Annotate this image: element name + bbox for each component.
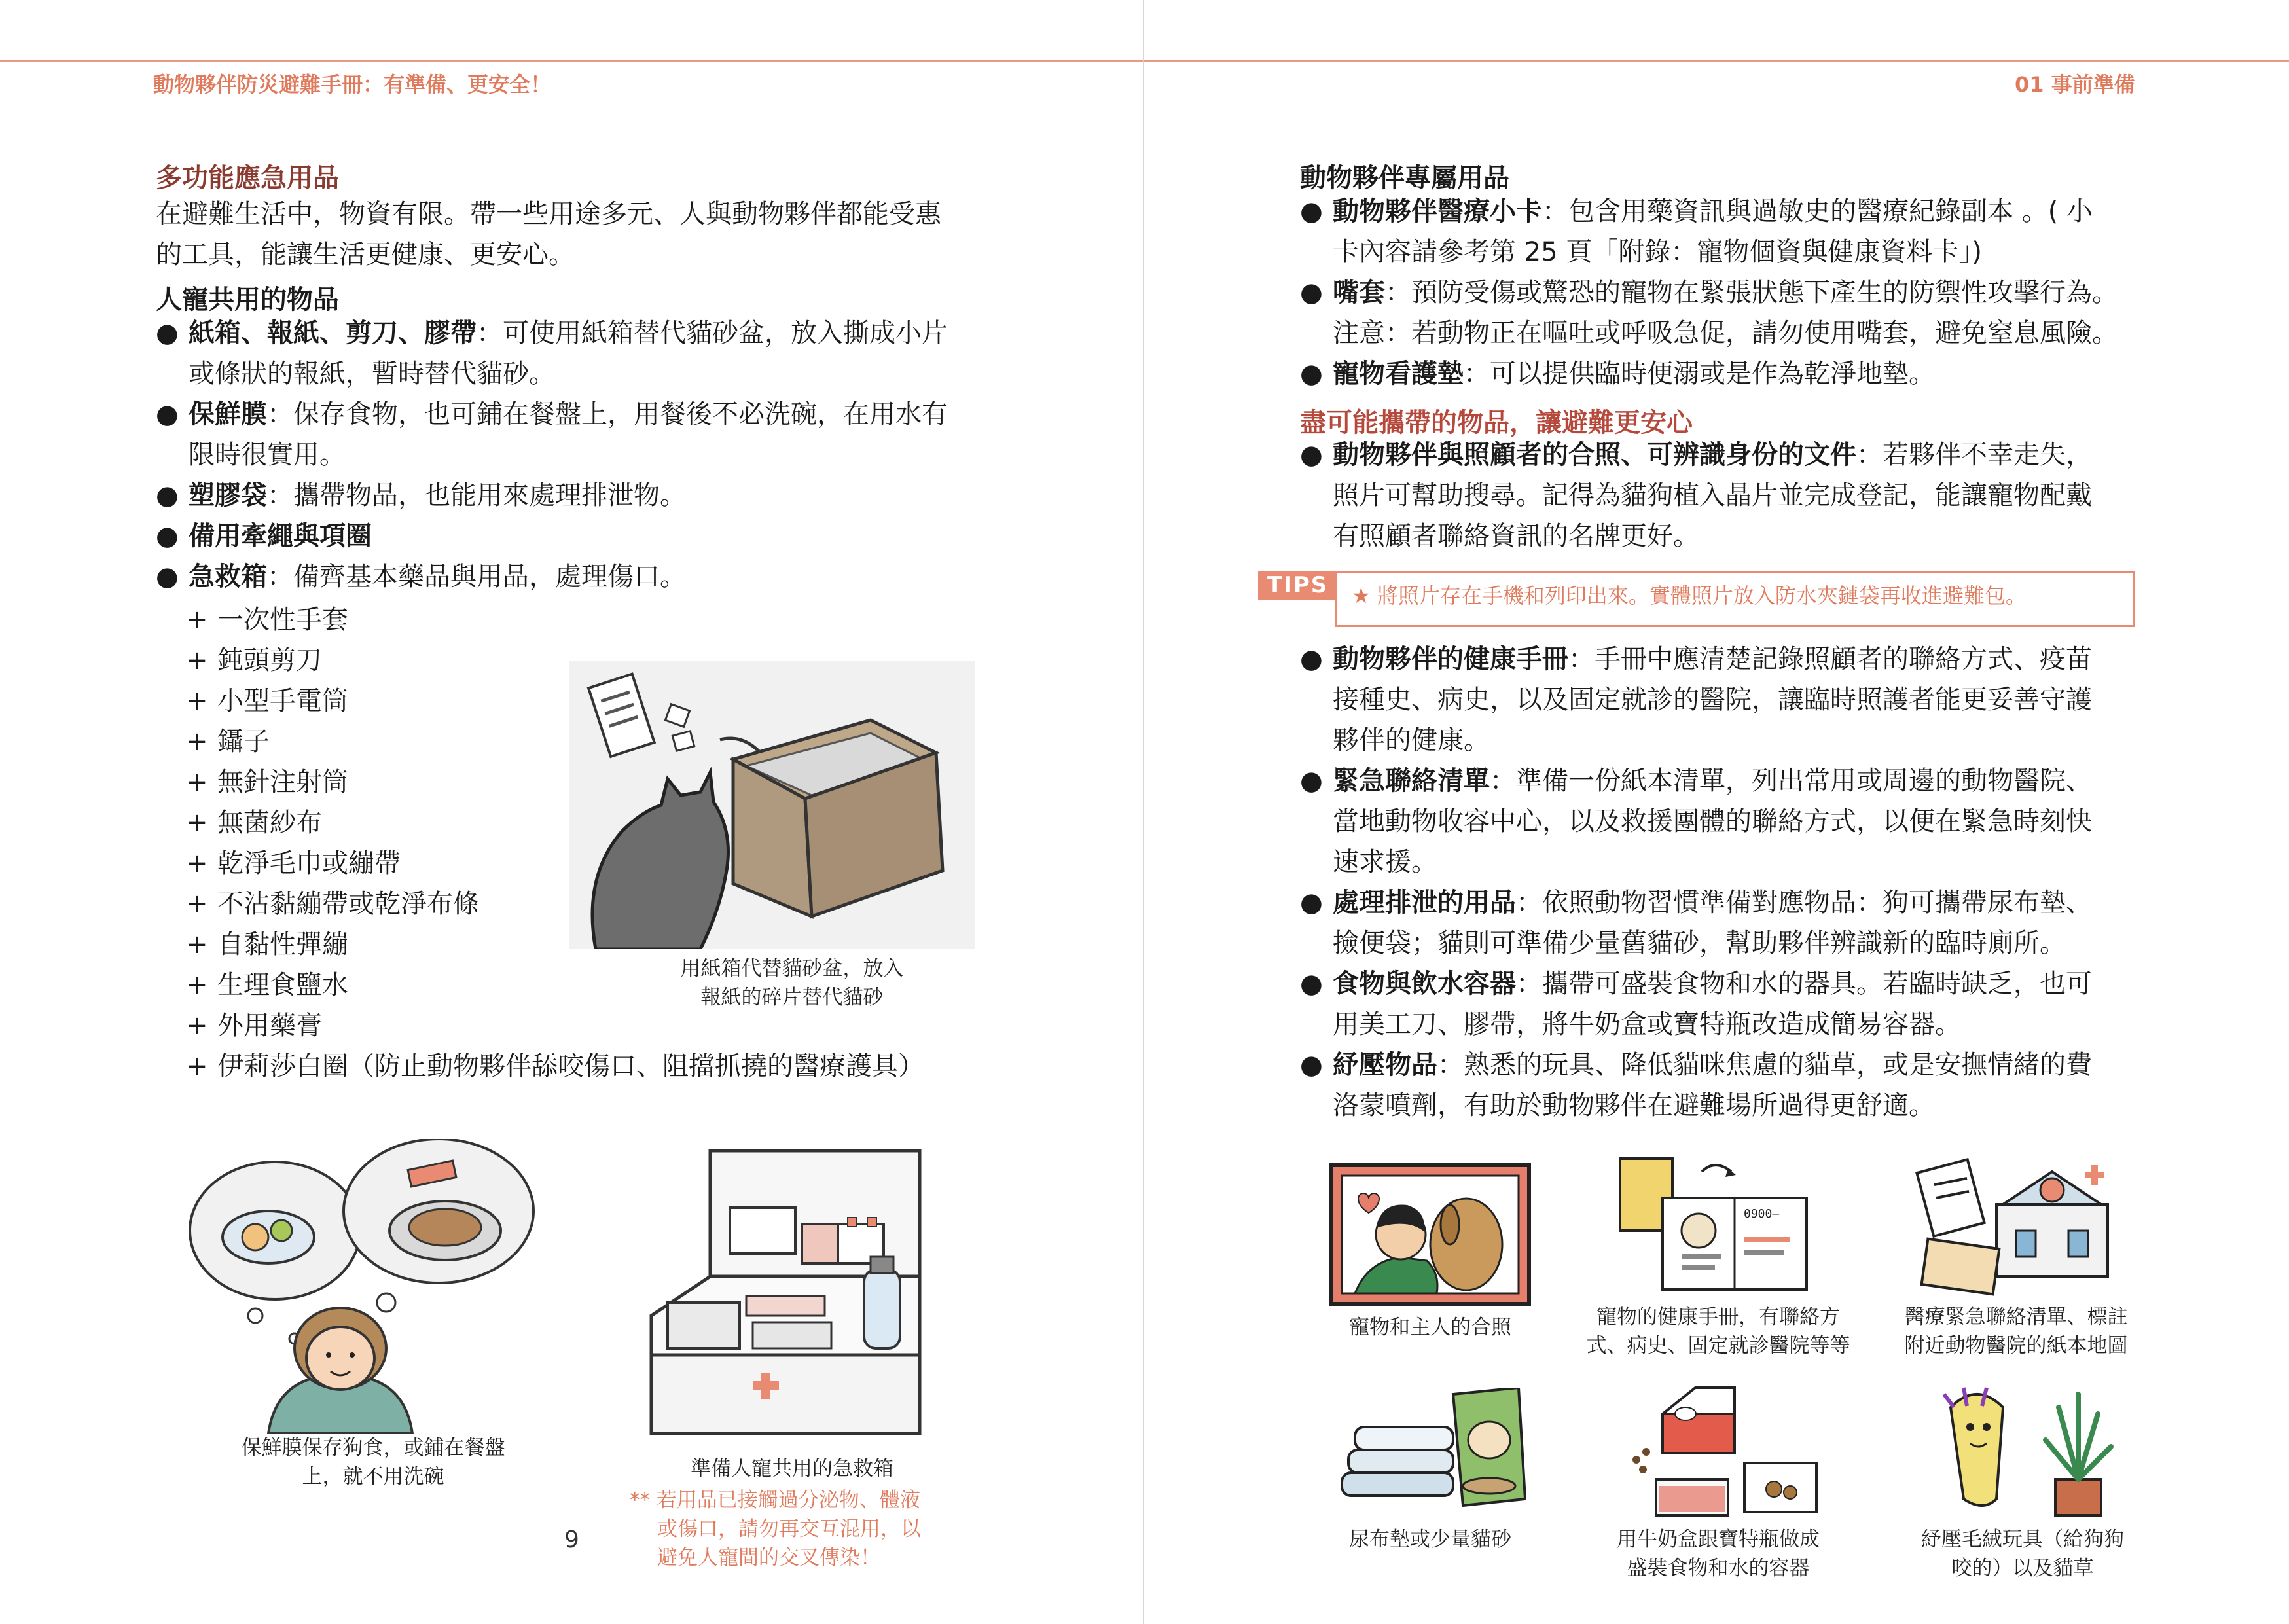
caption-line: 紓壓毛絨玩具（給狗狗	[1921, 1528, 2124, 1551]
item-text: ：攜帶可盛裝食物和水的器具。若臨時缺乏，也可	[1516, 969, 2092, 999]
item-term: 急救箱	[189, 562, 267, 592]
intro-line: 在避難生活中，物資有限。帶一些用途多元、人與動物夥伴都能受惠	[156, 199, 941, 229]
caption-line: 式、病史、固定就診醫院等等	[1586, 1334, 1850, 1358]
list-item	[1300, 353, 2151, 394]
caption-line: 用牛奶盒跟寶特瓶做成	[1617, 1528, 1820, 1551]
card-label: 0900—	[1744, 1207, 1780, 1221]
item-text-cont: 注意：若動物正在嘔吐或呼吸急促，請勿使用嘴套，避免窒息風險。	[1333, 318, 2118, 348]
item-text-cont: 用美工刀、膠帶，將牛奶盒或寶特瓶改造成簡易容器。	[1333, 1009, 1961, 1039]
list-item	[156, 516, 1007, 556]
running-header-right: 01 事前準備	[2015, 72, 2135, 97]
item-text: ：熟悉的玩具、降低貓咪焦慮的貓草，或是安撫情緒的費	[1437, 1050, 2092, 1080]
bullet-icon: ●	[1300, 644, 1323, 674]
caption-line: 保鮮膜保存狗食，或鋪在餐盤	[241, 1436, 505, 1460]
list-item	[186, 1046, 1037, 1087]
item-text-cont: 或條狀的報紙，暫時替代貓砂。	[189, 359, 555, 389]
list-item	[1300, 272, 2151, 353]
list-item	[1300, 964, 2151, 1045]
item-text: ：備齊基本藥品與用品，處理傷口。	[267, 562, 686, 592]
item-text: 不沾黏繃帶或乾淨布條	[217, 889, 479, 919]
caption-line: 上，就不用洗碗	[302, 1465, 444, 1489]
cat-litter-box-illustration	[569, 661, 975, 949]
item-text: ：預防受傷或驚恐的寵物在緊張狀態下產生的防禦性攻擊行為。	[1385, 278, 2118, 308]
note-line: ** 若用品已接觸過分泌物、體液	[630, 1489, 920, 1512]
list-item	[156, 556, 1007, 597]
item-text: 外用藥膏	[217, 1011, 322, 1041]
list-item	[156, 313, 1007, 394]
item-term: 塑膠袋	[189, 480, 267, 511]
pet-items-list	[1300, 191, 2151, 394]
plus-icon: +	[186, 889, 208, 919]
plus-icon: +	[186, 686, 208, 716]
item-text: ：包含用藥資訊與過敏史的醫療紀錄副本 。( 小	[1542, 196, 2093, 226]
item-text: 鈍頭剪刀	[217, 645, 322, 676]
bullet-icon: ●	[156, 562, 179, 592]
item-term: 食物與飲水容器	[1333, 969, 1516, 999]
bullet-icon: ●	[1300, 888, 1323, 918]
item-term: 動物夥伴與照顧者的合照、可辨識身份的文件	[1333, 440, 1856, 470]
plus-icon: +	[186, 848, 208, 878]
tips-box: ★ 將照片存在手機和列印出來。實體照片放入防水夾鏈袋再收進避難包。	[1335, 571, 2135, 627]
caption-toy	[1885, 1525, 2160, 1583]
plus-icon: +	[186, 727, 208, 757]
caption-line: 附近動物醫院的紙本地圖	[1904, 1334, 2128, 1358]
item-term: 嘴套	[1333, 278, 1385, 308]
bullet-icon: ●	[1300, 196, 1323, 226]
item-term: 寵物看護墊	[1333, 359, 1464, 389]
item-term: 保鮮膜	[189, 399, 267, 429]
plus-icon: +	[186, 808, 208, 838]
item-term: 動物夥伴的健康手冊	[1333, 644, 1568, 674]
bullet-icon: ●	[156, 318, 179, 348]
plus-icon: +	[186, 767, 208, 797]
bullet-icon: ●	[1300, 969, 1323, 999]
health-booklet-illustration	[1617, 1152, 1813, 1296]
caption-line: 醫療緊急聯絡清單、標註	[1904, 1305, 2128, 1329]
item-text-cont: 照片可幫助搜尋。記得為貓狗植入晶片並完成登記，能讓寵物配戴	[1333, 480, 2092, 511]
list-item	[1300, 191, 2151, 272]
list-item	[156, 394, 1007, 475]
bullet-icon: ●	[1300, 766, 1323, 796]
cling-wrap-illustration	[183, 1139, 556, 1434]
item-term: 紙箱、報紙、剪刀、膠帶	[189, 318, 477, 348]
caption-pads: 尿布墊或少量貓砂	[1349, 1528, 1511, 1551]
bullet-icon: ●	[156, 480, 179, 511]
subtitle-shared-items: 人寵共用的物品	[156, 285, 339, 315]
list-item	[1300, 761, 2151, 882]
bullet-icon: ●	[1300, 359, 1323, 389]
list-item	[1300, 882, 2151, 964]
list-item	[186, 600, 1037, 640]
item-text: ：可以提供臨時便溺或是作為乾淨地墊。	[1464, 359, 1935, 389]
caption-kit: 準備人寵共用的急救箱	[691, 1457, 893, 1481]
caption-line: 寵物的健康手冊，有聯絡方	[1596, 1305, 1840, 1329]
section-title-carry: 盡可能攜帶的物品，讓避難更安心	[1300, 408, 1693, 438]
caption-wrap	[190, 1434, 556, 1491]
item-text: ：依照動物習慣準備對應物品：狗可攜帶尿布墊、	[1516, 888, 2092, 918]
tips-badge: TIPS	[1258, 571, 1337, 600]
caption-line: 報紙的碎片替代貓砂	[700, 986, 884, 1009]
item-text-cont: 有照顧者聯絡資訊的名牌更好。	[1333, 521, 1699, 551]
note-line: 避免人寵間的交叉傳染！	[657, 1546, 880, 1570]
first-aid-kit-illustration	[648, 1146, 936, 1440]
caption-line: 咬的）以及貓草	[1951, 1557, 2094, 1580]
item-text: ：攜帶物品，也能用來處理排泄物。	[267, 480, 686, 511]
plus-icon: +	[186, 605, 208, 635]
item-term: 備用牽繩與項圈	[189, 521, 372, 551]
caption-map	[1879, 1303, 2154, 1360]
bullet-icon: ●	[1300, 1050, 1323, 1080]
caption-photo: 寵物和主人的合照	[1349, 1316, 1511, 1339]
page-number: 9	[564, 1526, 579, 1553]
item-text: 乾淨毛巾或繃帶	[217, 848, 401, 878]
caption-box	[628, 954, 956, 1012]
kit-warning-note	[630, 1486, 983, 1572]
item-text: 無菌紗布	[217, 808, 322, 838]
intro-paragraph	[156, 194, 1007, 275]
list-item	[156, 475, 1007, 516]
bullet-icon: ●	[1300, 440, 1323, 470]
item-term: 動物夥伴醫療小卡	[1333, 196, 1542, 226]
item-text-cont: 速求援。	[1333, 847, 1437, 877]
item-text: ：保存食物，也可鋪在餐盤上，用餐後不必洗碗，在用水有	[267, 399, 948, 429]
caption-containers	[1584, 1525, 1852, 1583]
item-text: ：若夥伴不幸走失，	[1856, 440, 2092, 470]
item-text: 生理食鹽水	[217, 970, 348, 1000]
section-title-pet-items: 動物夥伴專屬用品	[1300, 163, 1509, 193]
item-text-cont: 夥伴的健康。	[1333, 725, 1490, 755]
list-item	[1300, 435, 2151, 556]
containers-illustration	[1623, 1381, 1820, 1519]
bullet-icon: ●	[156, 399, 179, 429]
caption-line: 盛裝食物和水的容器	[1627, 1557, 1810, 1580]
carry-list-more	[1300, 639, 2151, 1126]
page-spine	[1143, 0, 1144, 1624]
item-text: ：準備一份紙本清單，列出常用或周邊的動物醫院、	[1490, 766, 2092, 796]
item-term: 緊急聯絡清單	[1333, 766, 1490, 796]
plus-icon: +	[186, 970, 208, 1000]
item-text: 鑷子	[217, 727, 270, 757]
item-text: 無針注射筒	[217, 767, 348, 797]
plus-icon: +	[186, 645, 208, 676]
carry-list-photo	[1300, 435, 2151, 556]
item-text-cont: 限時很實用。	[189, 440, 346, 470]
item-text-cont: 當地動物收容中心，以及救援團體的聯絡方式，以便在緊急時刻快	[1333, 806, 2092, 837]
item-text: 伊莉莎白圈（防止動物夥伴舔咬傷口、阻擋抓撓的醫療護具）	[217, 1051, 924, 1081]
item-text: ：手冊中應清楚記錄照顧者的聯絡方式、疫苗	[1568, 644, 2092, 674]
pads-litter-illustration	[1335, 1388, 1532, 1512]
item-term: 紓壓物品	[1333, 1050, 1437, 1080]
intro-line: 的工具，能讓生活更健康、更安心。	[156, 240, 575, 270]
item-text-cont: 卡內容請參考第 25 頁「附錄：寵物個資與健康資料卡」)	[1333, 237, 1982, 267]
plush-toy-catnip-illustration	[1924, 1381, 2121, 1519]
bullet-icon: ●	[1300, 278, 1323, 308]
caption-line: 用紙箱代替貓砂盆，放入	[680, 957, 904, 981]
shared-bullet-list	[156, 313, 1007, 597]
plus-icon: +	[186, 1051, 208, 1081]
emergency-map-illustration	[1911, 1152, 2121, 1296]
running-header-left: 動物夥伴防災避難手冊：有準備、更安全！	[153, 72, 552, 97]
item-text-cont: 接種史、病史，以及固定就診的醫院，讓臨時照護者能更妥善守護	[1333, 685, 2092, 715]
section-title-multipurpose: 多功能應急用品	[156, 163, 339, 193]
item-term: 處理排泄的用品	[1333, 888, 1516, 918]
item-text-cont: 撿便袋；貓則可準備少量舊貓砂，幫助夥伴辨識新的臨時廁所。	[1333, 928, 2066, 958]
plus-icon: +	[186, 929, 208, 960]
list-item	[1300, 639, 2151, 761]
pet-owner-photo-illustration	[1329, 1163, 1532, 1307]
item-text-cont: 洛蒙噴劑，有助於動物夥伴在避難場所過得更舒適。	[1333, 1091, 1935, 1121]
plus-icon: +	[186, 1011, 208, 1041]
bullet-icon: ●	[156, 521, 179, 551]
item-text: ：可使用紙箱替代貓砂盆，放入撕成小片	[477, 318, 948, 348]
note-line: 或傷口，請勿再交互混用，以	[657, 1517, 921, 1541]
header-rule	[0, 60, 2289, 62]
caption-booklet	[1571, 1303, 1865, 1360]
item-text: 自黏性彈繃	[217, 929, 348, 960]
list-item	[1300, 1045, 2151, 1126]
item-text: 一次性手套	[217, 605, 348, 635]
item-text: 小型手電筒	[217, 686, 348, 716]
